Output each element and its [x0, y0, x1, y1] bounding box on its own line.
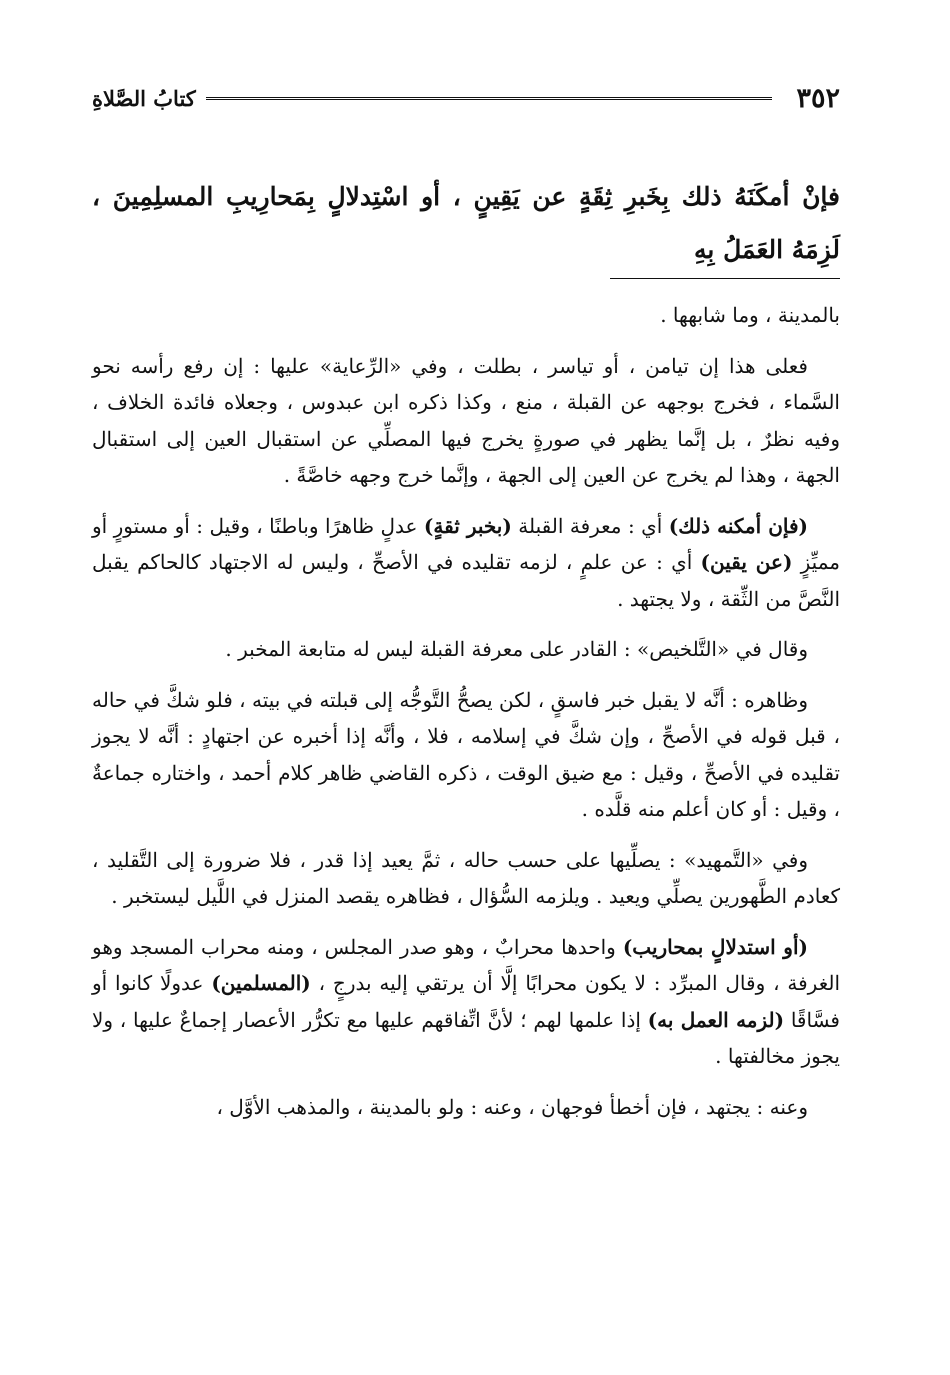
- commentary-text: أي : معرفة القبلة: [511, 513, 669, 538]
- quoted-matn-phrase: (المسلمين): [211, 971, 311, 995]
- commentary-paragraph: [92, 1089, 840, 1126]
- header-rule: [206, 97, 773, 100]
- quoted-matn-phrase: (فإن أمكنه ذلك): [668, 513, 809, 538]
- commentary-text: واحدها محرابٌ ، وهو صدر المجلس ، ومنه محراب المسجد وهو الغرفة ، وقال المبرِّد : لا يكون محرابًا إلَّا أن يرتقي إليه بدرجٍ ،: [92, 934, 841, 995]
- commentary-paragraph: [92, 348, 840, 494]
- commentary-paragraph: [92, 842, 840, 915]
- commentary-text: فعلى هذا إن تيامن ، أو تياسر ، بطلت ، وفي «الرِّعاية» عليها : إن رفع رأسه نحو السَّماء ، فخرج بوجهه عن القبلة ، منع ، وكذا ذكره ابن عبدوس ، وجعلاه فائدة الخلاف ، وفيه نظرٌ ، بل إنَّما يظهر في صورةٍ يخرج فيها المصلِّي عن استقبال العين إلى استقبال الجهة ، وهذا لم يخرج عن العين إلى الجهة ، وإنَّما خرج وجهه خاصَّةً .: [92, 353, 840, 487]
- book-page: [92, 78, 840, 1125]
- commentary-text: أي : عن علمٍ ، لزمه تقليده في الأصحِّ ، وليس له الاجتهاد كالحاكم يقبل النَّصَّ من الثِّقة ، ولا يجتهد .: [92, 550, 840, 611]
- commentary: [92, 297, 840, 1125]
- quoted-matn-phrase: (لزمه العمل به): [647, 1007, 785, 1032]
- book-title: كتابُ الصَّلاةِ: [92, 85, 196, 111]
- commentary-text: وفي «التَّمهيد» : يصلِّيها على حسب حاله ، ثمَّ يعيد إذا قدر ، فلا ضرورة إلى التَّقليد ، كعادم الطَّهورين يصلِّي ويعيد . ويلزمه السُّؤال ، فظاهره يقصد المنزل في اللَّيل ليستخبر .: [92, 847, 840, 908]
- page-number: ٣٥٢: [796, 82, 840, 114]
- commentary-paragraph: [92, 508, 840, 618]
- commentary-text: عدلٍ ظاهرًا وباطنًا ، وقيل : أو مستورٍ أو مميِّزٍ: [92, 513, 840, 574]
- quoted-matn-phrase: (عن يقين): [700, 550, 793, 574]
- quoted-matn-phrase: (أو استدلالٍ بمحاريب): [622, 934, 808, 959]
- commentary-paragraph: [92, 682, 840, 828]
- commentary-text: عدولًا كانوا أو فسَّاقًا: [92, 971, 840, 1032]
- running-header: [92, 78, 840, 118]
- commentary-text: وظاهره : أنَّه لا يقبل خبر فاسقٍ ، لكن يصحُّ التَّوجُّه إلى قبلته في بيته ، فلو شكَّ في حاله ، قبل قوله في الأصحِّ ، وإن شكَّ في إسلامه ، فلا ، وأنَّه إذا أخبره عن اجتهادٍ : أنَّه لا يجوز تقليده في الأصحِّ ، وقيل : مع ضيق الوقت ، ذكره القاضي ظاهر كلام أحمد ، واختاره جماعةٌ ، وقيل : أو كان أعلم منه قلَّده .: [92, 687, 840, 821]
- matn-underline: [610, 278, 840, 279]
- matn-text: فإنْ أمكَنَهُ ذلك بِخَبرِ ثِقَةٍ عن يَقِينٍ ، أو اسْتِدلالٍ بِمَحارِيبِ المسلِمِينَ ، لَزِمَهُ العَمَلُ بِهِ: [92, 182, 840, 264]
- commentary-text: بالمدينة ، وما شابهها .: [660, 303, 840, 327]
- commentary-paragraph: [92, 929, 840, 1075]
- commentary-text: وقال في «التَّلخيص» : القادر على معرفة القبلة ليس له متابعة المخبر .: [225, 637, 808, 661]
- commentary-text: وعنه : يجتهد ، فإن أخطأ فوجهان ، وعنه : ولو بالمدينة ، والمذهب الأوَّل ،: [216, 1094, 808, 1119]
- commentary-text: إذا علمها لهم ؛ لأنَّ اتِّفاقهم عليها مع تكرُّر الأعصار إجماعٌ عليها ، ولا يجوز مخالفتها .: [92, 1007, 840, 1068]
- quoted-matn-phrase: (بخبر ثقةٍ): [423, 513, 512, 538]
- commentary-paragraph: [92, 297, 840, 334]
- commentary-paragraph: [92, 631, 840, 668]
